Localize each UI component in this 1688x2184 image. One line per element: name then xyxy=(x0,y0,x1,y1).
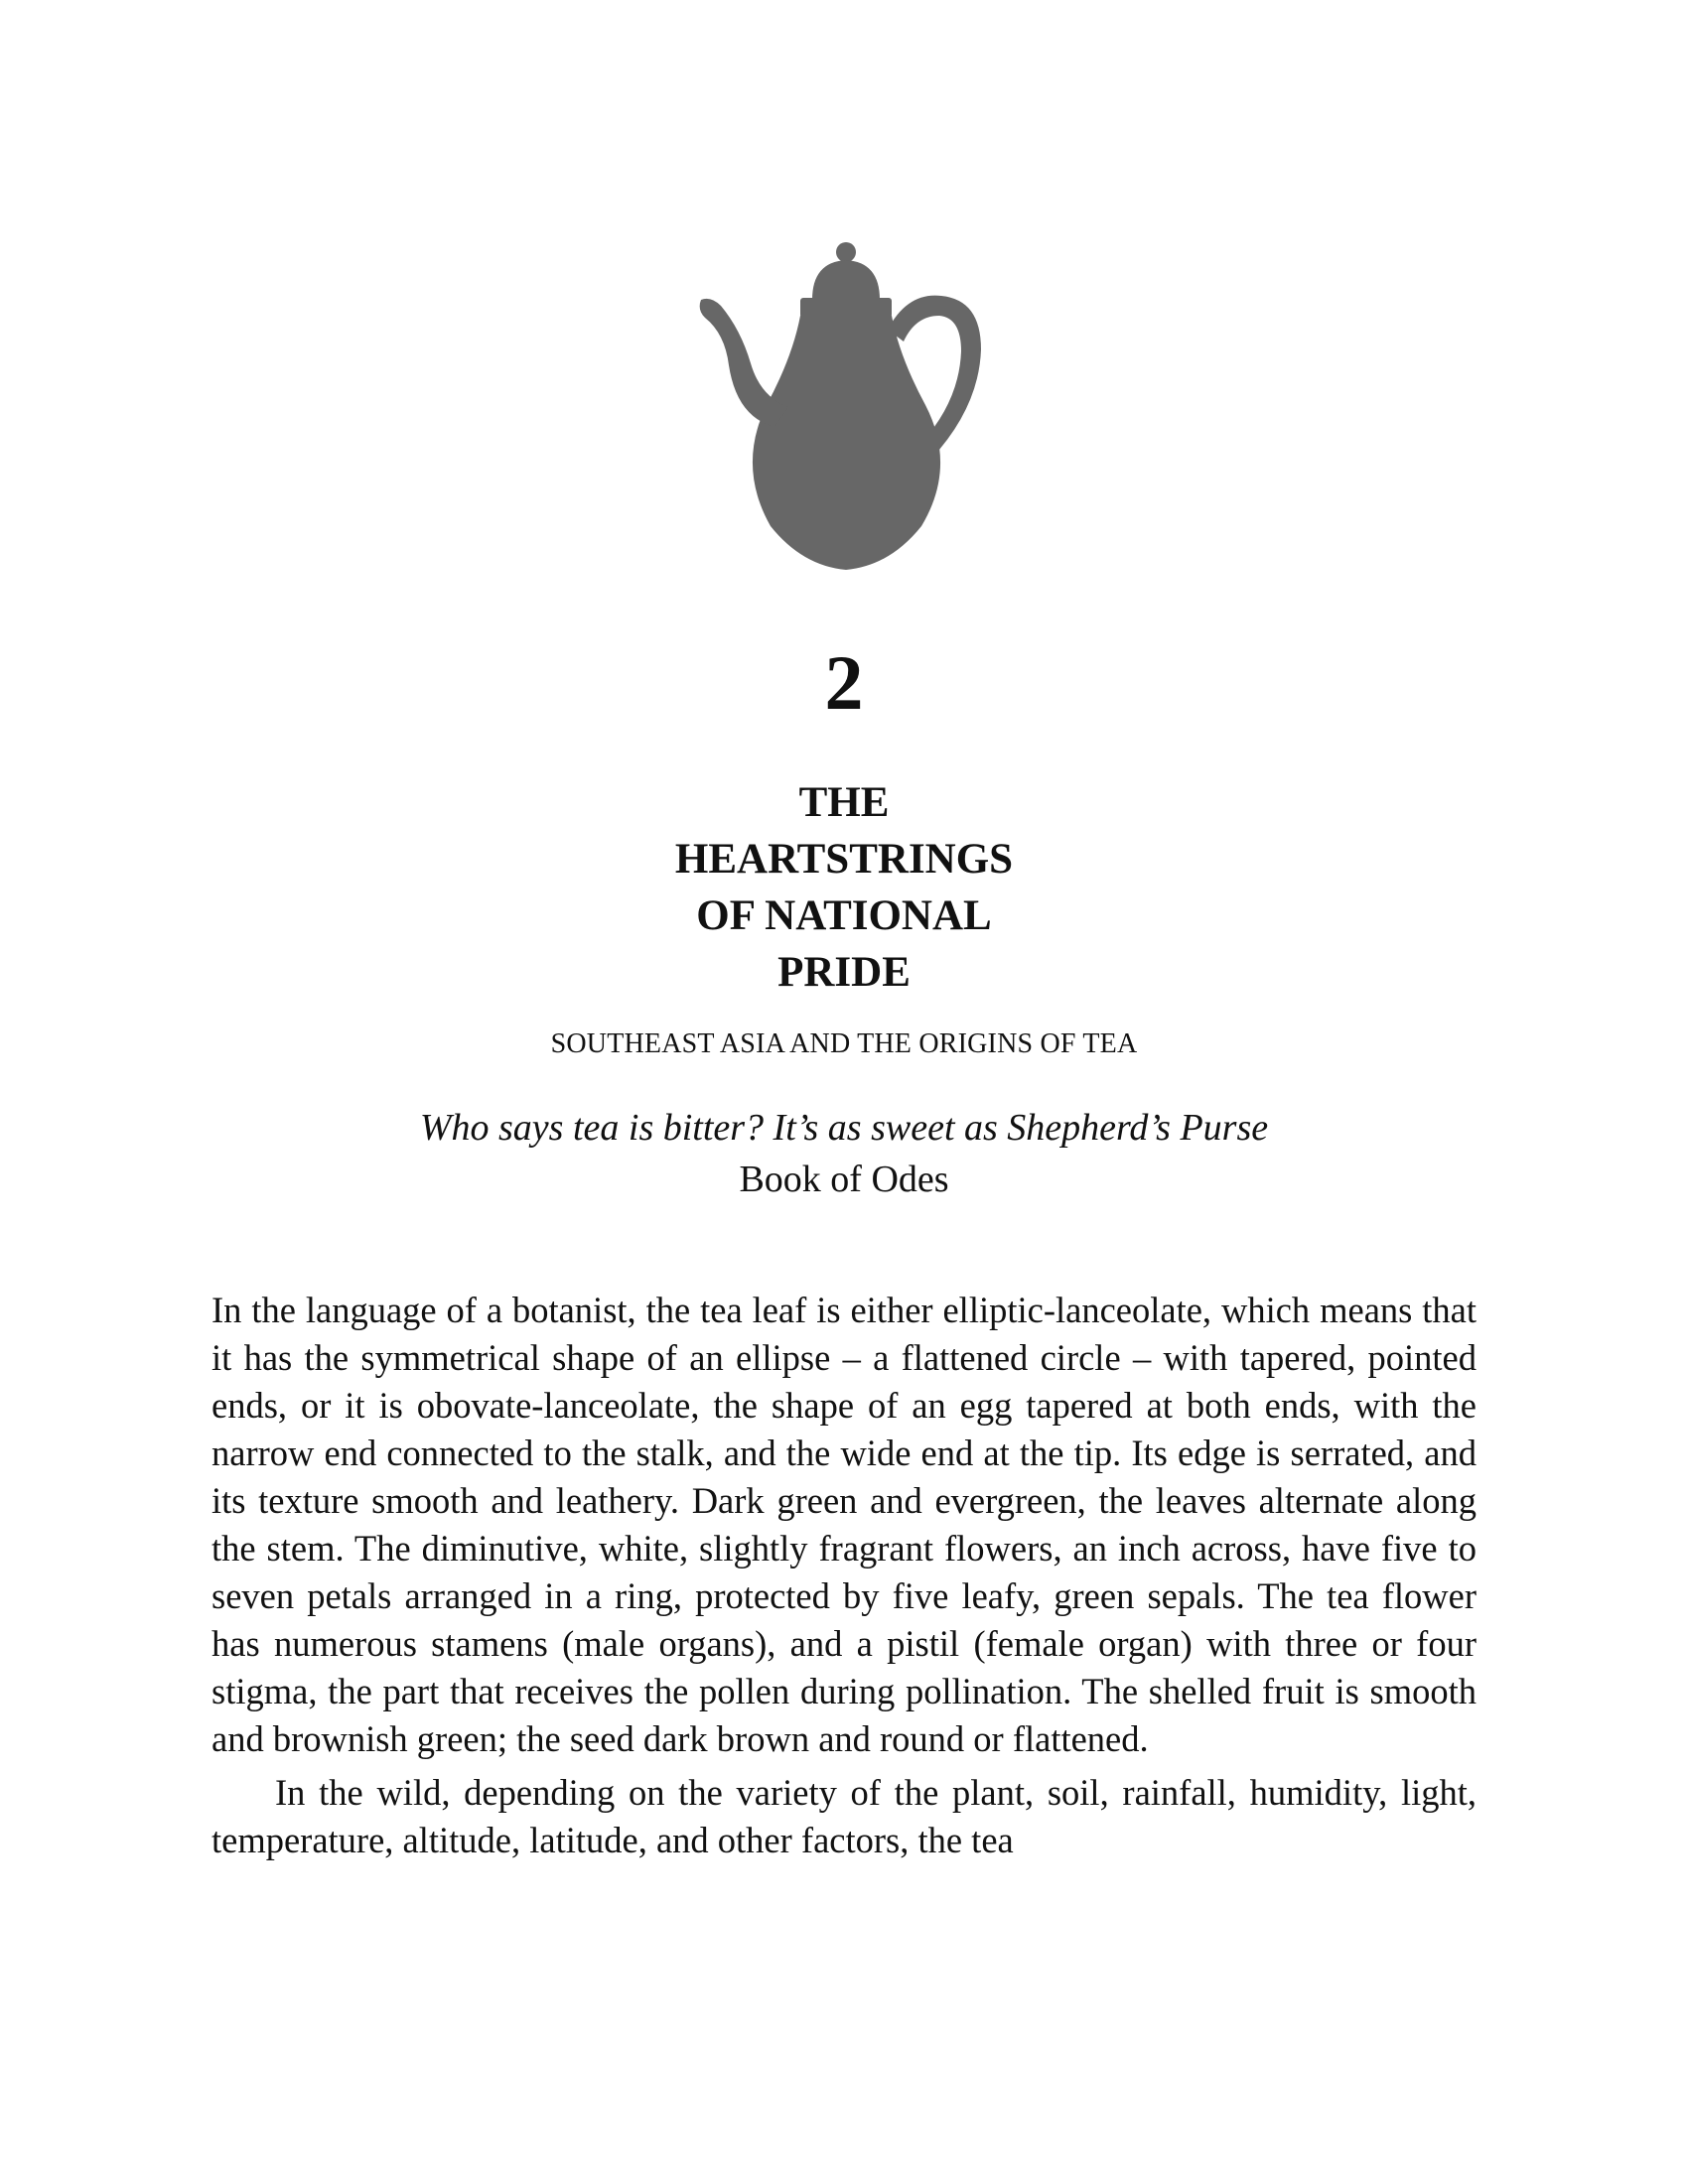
chapter-number: 2 xyxy=(824,639,864,726)
body-text xyxy=(211,1287,1477,1864)
epigraph-quote: Who says tea is bitter? It’s as sweet as Shepherd’s Purse xyxy=(419,1107,1269,1149)
paragraph: In the language of a botanist, the tea leaf is either elliptic-lanceolate, which means that it has the symmetrical shape of an ellipse – a flattened circle – with tapered, pointed ends, or it is obovate-lanceolate, the shape of an egg tapered at both ends, with the narrow end connected to the stalk, and the wide end at the tip. Its edge is serrated, and its texture smooth and leathery. Dark green and evergreen, the leaves alternate along the stem. The diminutive, white, slightly fragrant flowers, an inch across, have five to seven petals arranged in a ring, protected by five leafy, green sepals. The tea flower has numerous stamens (male organs), and a pistil (female organ) with three or four stigma, the part that receives the pollen during pollination. The shelled fruit is smooth and brownish green; the seed dark brown and round or flattened. xyxy=(211,1290,1477,1759)
epigraph xyxy=(0,1102,1688,1205)
teapot-icon xyxy=(695,238,993,581)
paragraph: In the wild, depending on the variety of the plant, soil, rainfall, humidity, light, temperature, altitude, latitude, and other factors, the tea xyxy=(211,1772,1477,1860)
chapter-title-line: OF NATIONAL xyxy=(696,892,992,939)
chapter-title-line: THE xyxy=(798,779,890,826)
chapter-subtitle: SOUTHEAST ASIA AND THE ORIGINS OF TEA xyxy=(550,1028,1138,1059)
chapter-title-line: PRIDE xyxy=(777,949,911,996)
epigraph-source: Book of Odes xyxy=(739,1159,949,1200)
chapter-title-line: HEARTSTRINGS xyxy=(674,836,1014,883)
chapter-title xyxy=(0,774,1688,1001)
